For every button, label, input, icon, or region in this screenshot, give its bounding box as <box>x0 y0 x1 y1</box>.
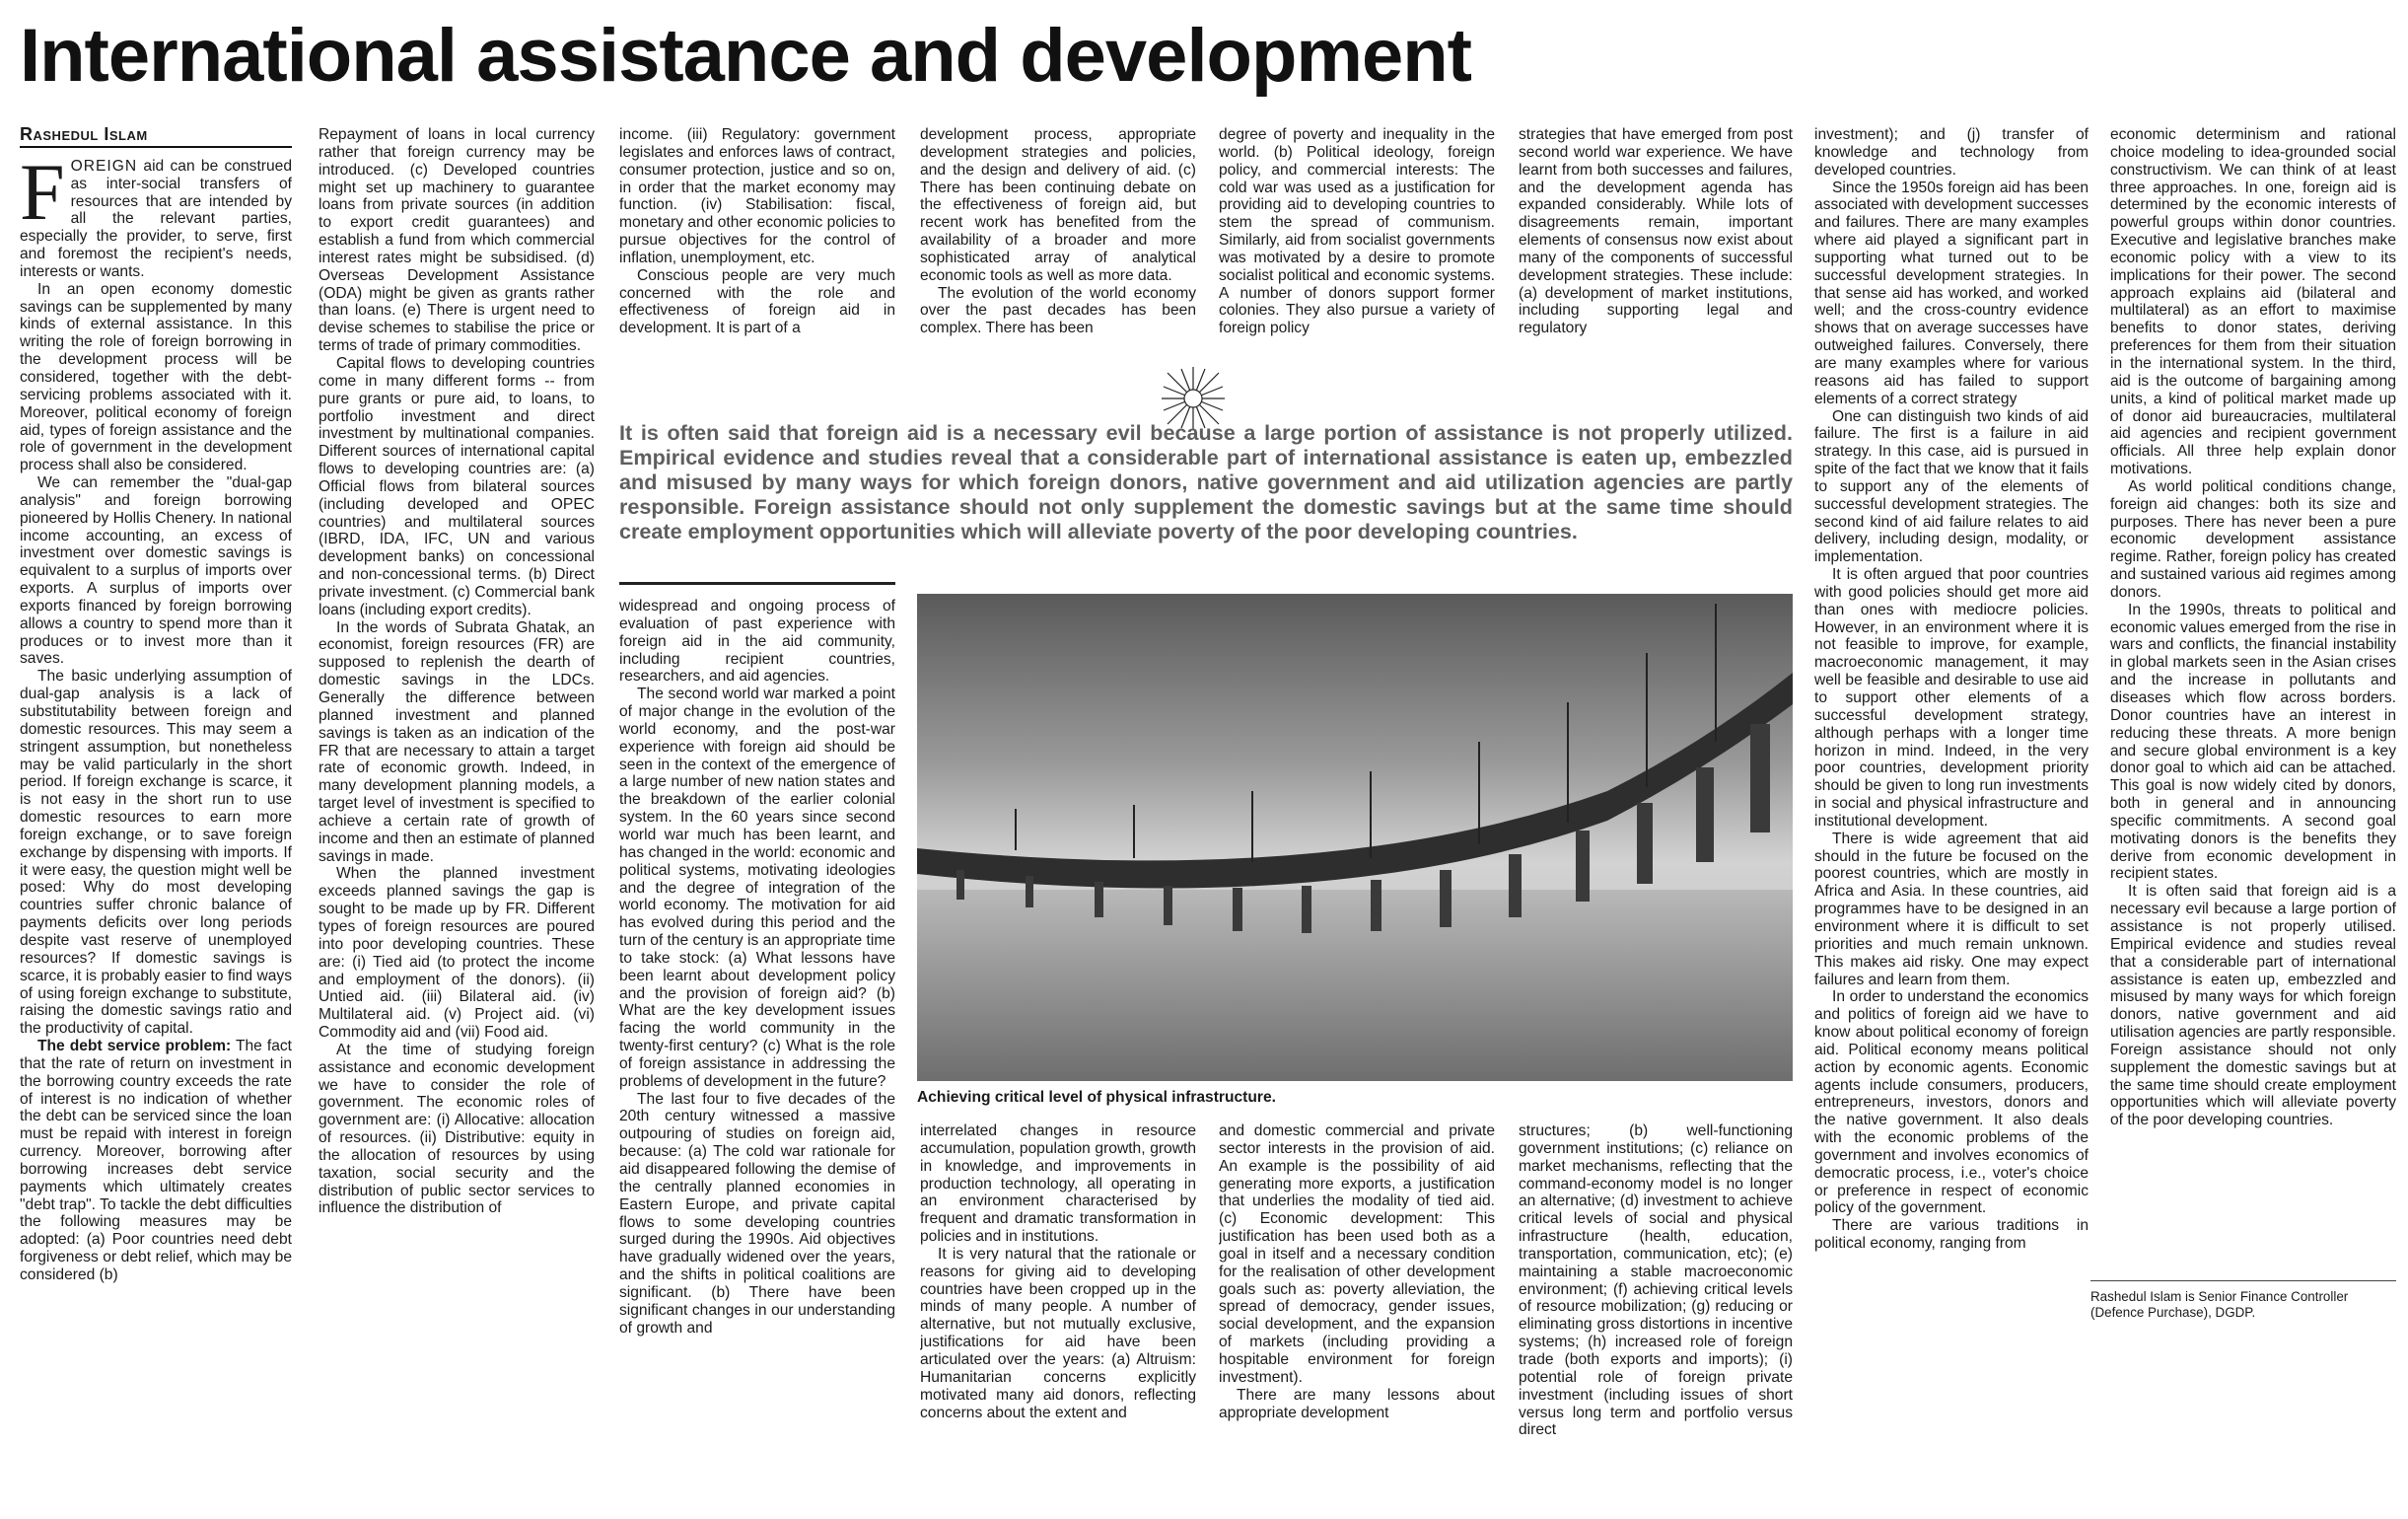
column-5-top <box>1219 126 1495 406</box>
paragraph: and domestic commercial and private sector interests in the provision of aid. An example is the possibility of aid generating more exports, a justification that underlies the modality of tied aid. (c) Economic development: This justification has been used both as a goal in itself and a necessary condition for the realisation of other development goals such as: poverty alleviation, the spread of democracy, gender issues, social development, and the expansion of markets (including providing a hospitable environment for foreign investment). <box>1219 1122 1495 1386</box>
paragraph-text: aid can be construed as inter-social transfers of resources that are intended by all the relevant parties, especially the provider, to serve, first and foremost the recipient's needs, interests or wants. <box>20 157 292 280</box>
column-8 <box>2110 126 2396 1270</box>
column-2 <box>319 126 595 1507</box>
paragraph: interrelated changes in resource accumulation, population growth, growth in knowledge, and improvements in production technology, all operating in an environment characterised by frequent and dramatic transformation in policies and in institutions. <box>920 1122 1196 1246</box>
column-6-top <box>1519 126 1793 406</box>
paragraph: One can distinguish two kinds of aid failure. The first is a failure in aid strategy. In this case, aid is pursued in spite of the fact that we know that it fails to support any of the elements of successful development strategies. The second kind of aid failure relates to aid delivery, including design, modality, or implementation. <box>1814 407 2089 566</box>
bridge-image <box>917 594 1793 1081</box>
author-note: Rashedul Islam is Senior Finance Controller (Defence Purchase), DGDP. <box>2090 1280 2396 1321</box>
paragraph: We can remember the "dual-gap analysis" and foreign borrowing pioneered by Hollis Chenery. In national income accounting, an excess of investment over domestic savings is equivalent to a surplus of imports over exports. A surplus of imports over exports financed by foreign borrowing allows a country to spend more than it produces or to invest more than it saves. <box>20 474 292 668</box>
bridge-photo <box>917 594 1793 1081</box>
paragraph: As world political conditions change, foreign aid changes: both its size and purposes. There has never been a pure economic development assistance regime. Rather, foreign policy has created and sustained various aid regimes among donors. <box>2110 477 2396 601</box>
lead-caps: OREIGN <box>70 157 138 175</box>
column-4-top <box>920 126 1196 406</box>
paragraph: In the 1990s, threats to political and economic values emerged from the rise in wars and conflicts, the financial instability in global markets seen in the Asian crises and the increase in pollutants and diseases which flow across borders. Donor countries have an interest in reducing these threats. A more benign and secure global environment is a key donor goal to which aid can be attached. This goal is now widely cited by donors, both in general and in announcing specific commitments. A second goal motivating donors is the benefits they derive from economic development in recipient states. <box>2110 601 2396 883</box>
paragraph: The second world war marked a point of major change in the evolution of the world economy, and the post-war experience with foreign aid should be seen in the context of the emergence of a large number of new nation states and the breakdown of the earlier colonial system. In the 60 years since second world war much has been learnt, and has changed in the world: economic and political systems, motivating ideologies and the degree of integration of the world economy. The motivation for aid has evolved during this period and the turn of the century is an appropriate time to take stock: (a) What lessons have been learnt about development policy and the provision of foreign aid? (b) What are the key development issues facing the world community in the twenty-first century? (c) What is the role of foreign assistance in addressing the problems of development in the future? <box>619 686 895 1090</box>
column-4-bottom <box>920 1122 1196 1507</box>
paragraph: In order to understand the economics and politics of foreign aid we have to know about political economy of foreign aid. Political economy means political action by economic agents. Economic agents include consumers, producers, entrepreneurs, investors, donors and the native government. It also deals with the economic problems of the government and involves economics of democratic process, i.e., voter's choice or preference in respect of economic policy of the government. <box>1814 988 2089 1217</box>
paragraph: strategies that have emerged from post second world war experience. We have learnt from both successes and failures, and the development agenda has expanded considerably. While lots of disagreements remain, important elements of consensus now exist about many of the components of successful development strategies. These include: (a) development of market institutions, including supporting legal and regulatory <box>1519 126 1793 337</box>
paragraph: There is wide agreement that aid should in the future be focused on the poorest countries, which are mostly in Africa and Asia. In these countries, aid programmes have to be designed in an environment where it is difficult to set priorities and much remain unknown. This makes aid risky. One may expect failures and learn from them. <box>1814 830 2089 988</box>
paragraph: Conscious people are very much concerned with the role and effectiveness of foreign aid in development. It is part of a <box>619 266 895 337</box>
paragraph: structures; (b) well-functioning government institutions; (c) reliance on market mechanisms, reflecting that the command-economy model is no longer an alternative; (d) investment to achieve critical levels of social and physical infrastructure (health, education, transportation, communication, etc); (e) maintaining a stable macroeconomic environment; (f) achieving critical levels of resource mobilization; (g) reducing or eliminating gross distortions in incentive systems; (h) increased role of foreign trade (both exports and imports); (i) potential role of foreign private investment (including issues of short versus long term and portfolio versus direct <box>1519 1122 1793 1439</box>
paragraph: degree of poverty and inequality in the world. (b) Political ideology, foreign policy, and commercial interests: The cold war was used as a justification for providing aid to developing countries to stem the spread of communism. Similarly, aid from socialist governments was motivated by a desire to promote socialist political and economic systems. A number of donors support former colonies. They also pursue a variety of foreign policy <box>1219 126 1495 337</box>
paragraph: Capital flows to developing countries come in many different forms -- from pure grants or pure aid, to loans, to portfolio investment and direct investment by multinational companies. Different sources of international capital flows to developing countries are: (a) Official flows from bilateral sources (including developed and OPEC countries) and multilateral sources (IBRD, IDA, IFC, UN and various development banks) on concessional and non-concessional terms. (b) Direct private investment. (c) Commercial bank loans (including export credits). <box>319 354 595 618</box>
paragraph: income. (iii) Regulatory: government legislates and enforces laws of contract, consumer protection, justice and so on, in order that the market economy may function. (iv) Stabilisation: fiscal, monetary and other economic policies to pursue objectives for the control of inflation, unemployment, etc. <box>619 126 895 266</box>
column-7 <box>1814 126 2089 1507</box>
byline: Rashedul Islam <box>20 126 292 148</box>
column-3-top <box>619 126 895 406</box>
paragraph: The last four to five decades of the 20th century witnessed a massive outpouring of studies on foreign aid, because: (a) The cold war rationale for aid disappeared following the demise of the centrally planned economies in Eastern Europe, and private capital flows to some developing countries surged during the 1990s. Aid objectives have gradually widened over the years, and the shifts in political coalitions are significant. (b) There have been significant changes in our understanding of growth and <box>619 1090 895 1337</box>
paragraph: In the words of Subrata Ghatak, an economist, foreign resources (FR) are supposed to replenish the dearth of domestic savings in the LDCs. Generally the difference between planned investment and planned savings is taken as an indication of the FR that are necessary to attain a target rate of economic growth. Indeed, in many development planning models, a target level of investment is specified to achieve a certain rate of growth of income and then an estimate of planned savings in made. <box>319 618 595 865</box>
paragraph: It is often argued that poor countries with good policies should get more aid than ones with mediocre policies. However, in an environment where it is not feasible to improve, for example, macroeconomic management, it may well be feasible and desirable to use aid to support other elements of a successful development strategy, although perhaps with a longer time horizon in mind. Indeed, in the very poor countries, development priority should be given to long run investments in social and physical infrastructure and institutional development. <box>1814 566 2089 830</box>
subhead: The debt service problem: <box>37 1038 232 1055</box>
divider <box>619 582 895 585</box>
pull-quote: It is often said that foreign aid is a necessary evil because a large portion of assistance is not properly utilized. Empirical evidence and studies reveal that a considerable part of international assistance is eaten up, embezzled and misused by many ways for which foreign donors, native government and aid utilization agencies are partly responsible. Foreign assistance should not only supplement the domestic savings but at the same time should create employment opportunities which will alleviate poverty of the poor developing countries. <box>619 420 1793 543</box>
column-6-bottom <box>1519 1122 1793 1507</box>
paragraph: Since the 1950s foreign aid has been associated with development successes and failures. There are many examples where aid played a significant part in supporting what turned out to be successful development strategies. In that sense aid has worked, and worked well; and the cross-country evidence shows that on average successes have outweighed failures. Conversely, there are many examples where for various reasons aid has failed to support elements of a correct strategy <box>1814 179 2089 407</box>
paragraph: The basic underlying assumption of dual-gap analysis is a lack of substitutability between foreign and domestic resources. This may seem a stringent assumption, but nonetheless may be valid particularly in the short period. If foreign exchange is scarce, it is not easy in the short run to use domestic resources to earn more foreign exchange, or to save foreign exchange by dispensing with imports. If it were easy, the question might well be posed: Why do most developing countries suffer chronic balance of payments deficits over long periods despite vast reserve of unemployed resources? If domestic savings is scarce, it is probably easier to find ways of using foreign exchange to substitute, raising the domestic savings ratio and the productivity of capital. <box>20 668 292 1038</box>
column-1 <box>20 126 292 1507</box>
paragraph: It is often said that foreign aid is a necessary evil because a large portion of assistance is not properly utilised. Empirical evidence and studies reveal that a considerable part of international assistance is eaten up, embezzled and misused by many ways for which foreign donors, native government and aid utilisation agencies are partly responsible. Foreign assistance should not only supplement the domestic savings but at the same time should create employment opportunities which will alleviate poverty of the poor developing countries. <box>2110 883 2396 1129</box>
paragraph: At the time of studying foreign assistance and economic development we have to consider the role of government. The economic roles of government are: (i) Allocative: allocation of resources. (ii) Distributive: equity in the allocation of resources by using taxation, social security and the distribution of public sector services to influence the distribution of <box>319 1041 595 1217</box>
paragraph: economic determinism and rational choice modeling to idea-grounded social constructivism. We can think of at least three approaches. In one, foreign aid is determined by the economic interests of powerful groups within donor countries. Executive and legislative branches make economic policy with a view to its implications for their power. The second approach explains aid (bilateral and multilateral) as an effort to maximise benefits to donor states, deriving preferences for them from their situation in the international system. In the third, aid is the outcome of bargaining among units, a kind of political market made up of donor aid bureaucracies, multilateral aid agencies and recipient government officials. All three help explain donor motivations. <box>2110 126 2396 478</box>
drop-cap: F <box>20 146 65 237</box>
photo-caption: Achieving critical level of physical infrastructure. <box>917 1089 1276 1106</box>
paragraph: When the planned investment exceeds planned savings the gap is sought to be made up by FR. Different types of foreign resources are poured into poor developing countries. These are: (i) Tied aid (to protect the income and employment of the donors). (ii) Untied aid. (iii) Bilateral aid. (iv) Multilateral aid. (v) Project aid. (vi) Commodity aid and (vii) Food aid. <box>319 865 595 1042</box>
paragraph: investment); and (j) transfer of knowledge and technology from developed countries. <box>1814 126 2089 179</box>
paragraph: widespread and ongoing process of evaluation of past experience with foreign aid in the aid community, including recipient countries, researchers, and aid agencies. <box>619 598 895 686</box>
column-5-bottom <box>1219 1122 1495 1507</box>
paragraph: Repayment of loans in local currency rather that foreign currency may be introduced. (c) Developed countries might set up machinery to guarantee loans from private sources (in addition to export credit guarantees) and establish a fund from which commercial interest rates might be subsidised. (d) Overseas Development Assistance (ODA) might be given as grants rather than loans. (e) There is urgent need to devise schemes to stabilise the price or terms of trade of primary commodities. <box>319 126 595 355</box>
paragraph: In an open economy domestic savings can be supplemented by many kinds of external assistance. In this writing the role of foreign borrowing in the development process will be considered, together with the debt-servicing problems associated with it. Moreover, political economy of foreign aid, types of foreign assistance and the role of government in the development process shall also be considered. <box>20 280 292 474</box>
paragraph: The evolution of the world economy over the past decades has been complex. There has been <box>920 284 1196 337</box>
article-title: International assistance and development <box>20 14 1471 98</box>
paragraph: It is very natural that the rationale or reasons for giving aid to developing countries have been cropped up in the minds of many people. A number of alternative, but not mutually exclusive, justifications for aid have been articulated over the years: (a) Altruism: Humanitarian concerns explicitly motivated many aid donors, reflecting concerns about the extent and <box>920 1245 1196 1421</box>
paragraph-text: The fact that the rate of return on investment in the borrowing country exceeds the rate of interest is no indication of whether the debt can be serviced since the loan must be repaid with interest in foreign currency. Moreover, borrowing after borrowing increases debt service payments which ultimately creates "debt trap". To tackle the debt difficulties the following measures may be adopted: (a) Poor countries need debt forgiveness or debt relief, which may be considered (b) <box>20 1038 292 1283</box>
paragraph: There are various traditions in political economy, ranging from <box>1814 1217 2089 1253</box>
paragraph: development process, appropriate development strategies and policies, and the design and delivery of aid. (c) There has been continuing debate on the effectiveness of foreign aid, but recent work has benefited from the availability of a broader and more sophisticated array of analytical economic tools as well as more data. <box>920 126 1196 284</box>
paragraph <box>20 1038 292 1284</box>
paragraph <box>20 146 292 281</box>
paragraph: There are many lessons about appropriate development <box>1219 1386 1495 1421</box>
column-3-bottom <box>619 598 895 1507</box>
